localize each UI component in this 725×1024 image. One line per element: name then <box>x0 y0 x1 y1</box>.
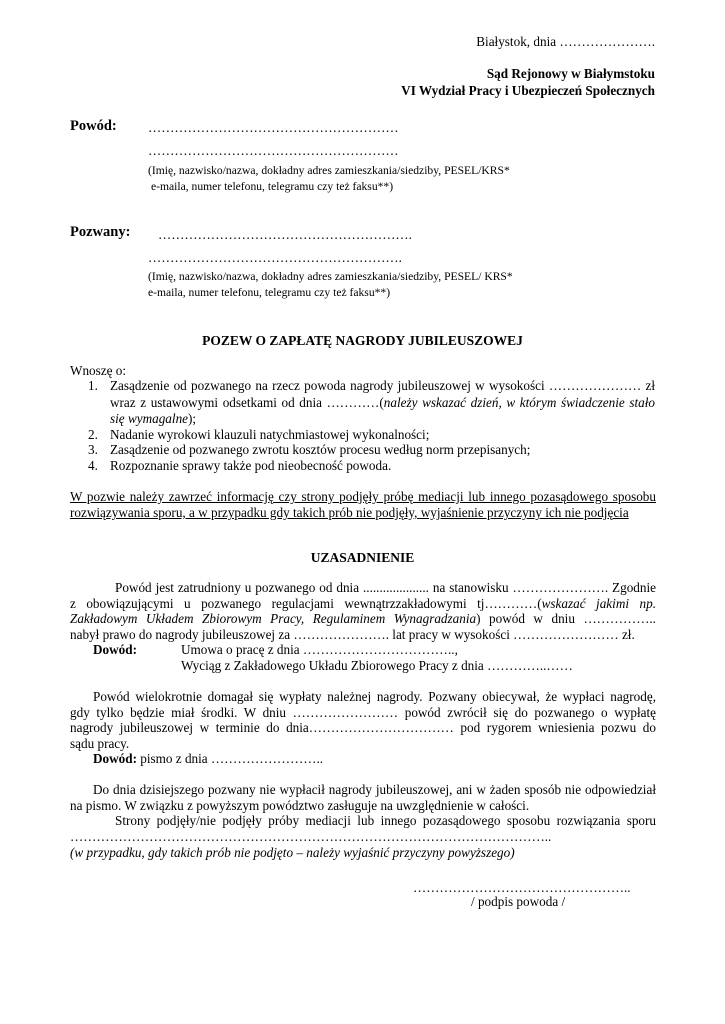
justification-heading: UZASADNIENIE <box>310 550 415 565</box>
place-date: Białystok, dnia …………………. <box>476 34 655 49</box>
signature-line: ………………………………………….. <box>413 880 631 895</box>
defendant-line-1: …………………………………………………. <box>158 227 412 242</box>
request-text-italic: należy wskazać dzień, w którym świadczenie stało <box>383 395 655 410</box>
justification-p3-line-2: na pismo. W związku z powyższym powództwo zasługuje na uwzględnienie w całości. <box>70 798 530 813</box>
p1-line-3-italic: Zakładowym Układem Zbiorowym Pracy, Regulaminem Wynagradzania <box>70 611 477 626</box>
p1-line-2-italic: wskazać jakimi np. <box>541 596 656 611</box>
request-text-italic-end: się wymagalne <box>110 411 189 426</box>
request-text: Rozpoznanie sprawy także pod nieobecność powoda. <box>110 458 392 473</box>
plaintiff-line-2: ………………………………………………… <box>148 143 399 158</box>
requests-intro: Wnoszę o: <box>70 363 127 378</box>
justification-p4-note: (w przypadku, gdy takich prób nie podjęto – należy wyjaśnić przyczyny powyższego) <box>70 845 515 860</box>
plaintiff-line-1: ………………………………………………… <box>148 120 399 135</box>
signature-label: / podpis powoda / <box>471 894 566 909</box>
justification-p2-line-2: gdy tylko będzie miał środki. W dniu …………………… powód zwrócił się do pozwanego o wypłatę <box>70 705 656 720</box>
request-number: 1. <box>88 378 98 393</box>
justification-p2-line-3: nagrody jubileuszowej w terminie do dnia…………………………… pod rygorem wniesienia pozwu do <box>70 720 656 735</box>
request-text-continued <box>110 395 655 411</box>
justification-p1-line-3 <box>70 611 656 627</box>
justification-p4-line-2: ……………………………………………………………………………………………….. <box>70 829 552 844</box>
evidence-label: Dowód: <box>93 642 137 657</box>
evidence-label: Dowód: <box>93 751 137 766</box>
justification-p1-line-4: nabył prawo do nagrody jubileuszowej za …………………. lat pracy w wysokości …………………… zł. <box>70 627 635 642</box>
evidence-item-1: Umowa o pracę z dnia …………………………….., <box>181 642 458 657</box>
mediation-note-line-1: W pozwie należy zawrzeć informację czy strony podjęły próbę mediacji lub innego pozasądowego sposobu <box>70 489 656 504</box>
defendant-line-2: …………………………………………………. <box>148 250 402 265</box>
justification-p4-line-1: Strony podjęły/nie podjęły próby mediacji lub innego pozasądowego sposobu rozwiązania sporu <box>115 813 656 828</box>
plaintiff-note-2: e-maila, numer telefonu, telegramu czy też faksu**) <box>151 180 394 193</box>
request-text-plain-end: ); <box>188 411 197 426</box>
evidence-item-2: Wyciąg z Zakładowego Układu Zbiorowego Pracy z dnia …………..…… <box>181 658 573 673</box>
defendant-note-2: e-maila, numer telefonu, telegramu czy też faksu**) <box>148 286 391 299</box>
request-text: Nadanie wyrokowi klauzuli natychmiastowej wykonalności; <box>110 427 430 442</box>
request-text: Zasądzenie od pozwanego zwrotu kosztów procesu według norm przepisanych; <box>110 442 531 457</box>
defendant-label: Pozwany: <box>70 224 131 240</box>
plaintiff-note-1: (Imię, nazwisko/nazwa, dokładny adres zamieszkania/siedziby, PESEL/KRS* <box>148 164 510 177</box>
plaintiff-label: Powód: <box>70 118 117 134</box>
justification-p2-line-1: Powód wielokrotnie domagał się wypłaty należnej nagrody. Pozwany obiecywał, że wypłaci nagrodę, <box>93 689 656 704</box>
p1-line-3-plain: ) powód w dniu …………….. <box>476 611 656 626</box>
evidence-item-3: pismo z dnia …………………….. <box>140 751 324 766</box>
court-division: VI Wydział Pracy i Ubezpieczeń Społecznych <box>401 83 655 98</box>
justification-p1-line-2 <box>70 596 656 612</box>
defendant-note-1: (Imię, nazwisko/nazwa, dokładny adres zamieszkania/siedziby, PESEL/ KRS* <box>148 270 513 283</box>
request-text-end <box>110 411 196 427</box>
mediation-note-line-2: rozwiązywania sporu, a w przypadku gdy takich prób nie podjęły, wyjaśnienie przyczyny ich nie podjęcia <box>70 505 629 520</box>
request-number: 3. <box>88 442 98 457</box>
document-title: POZEW O ZAPŁATĘ NAGRODY JUBILEUSZOWEJ <box>202 333 523 348</box>
request-number: 2. <box>88 427 98 442</box>
justification-p3-line-1: Do dnia dzisiejszego pozwany nie wypłacił nagrody jubileuszowej, ani w żaden sposób nie odpowiedział <box>93 782 656 797</box>
evidence-line-3 <box>93 751 323 767</box>
p1-line-2-plain: z obowiązującymi u pozwanego regulacjami wewnątrzzakładowymi tj…………( <box>70 596 542 611</box>
request-text-plain: wraz z ustawowymi odsetkami od dnia …………( <box>110 395 384 410</box>
justification-p1-line-1: Powód jest zatrudniony u pozwanego od dnia .................... na stanowisku …………………. Zgodnie <box>115 580 656 595</box>
justification-p2-line-4: sądu pracy. <box>70 736 130 751</box>
court-name: Sąd Rejonowy w Białymstoku <box>486 66 655 81</box>
request-text: Zasądzenie od pozwanego na rzecz powoda nagrody jubileuszowej w wysokości ………………… zł <box>110 378 655 393</box>
request-number: 4. <box>88 458 98 473</box>
